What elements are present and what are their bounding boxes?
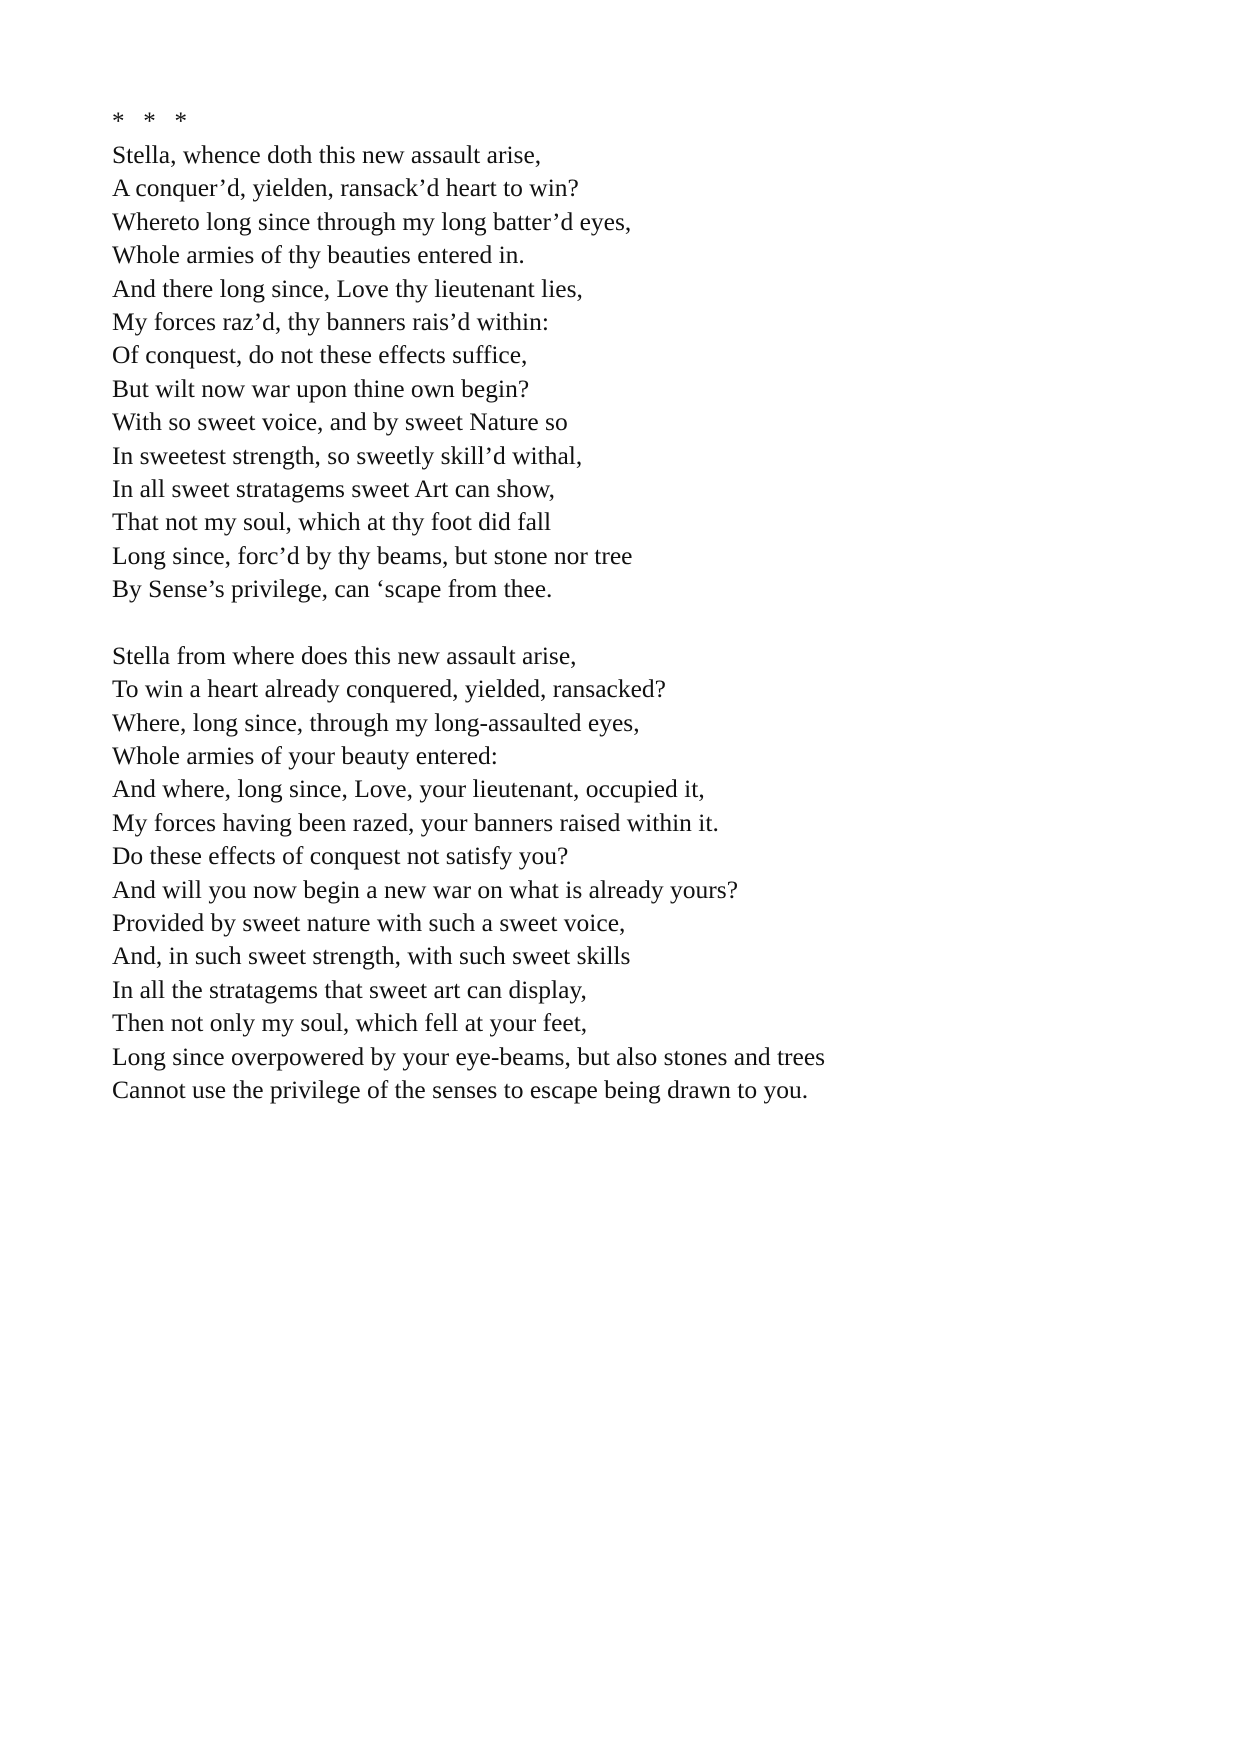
original-line-8: But wilt now war upon thine own begin? — [112, 373, 530, 403]
modern-line-9: Provided by sweet nature with such a sweet voice, — [112, 907, 626, 937]
document-page — [112, 108, 1212, 1106]
modern-line-1: Stella from where does this new assault arise, — [112, 640, 577, 670]
original-line-12: That not my soul, which at thy foot did fall — [112, 507, 552, 537]
modern-line-13: Long since overpowered by your eye-beams, but also stones and trees — [112, 1041, 826, 1071]
modern-line-4: Whole armies of your beauty entered: — [112, 740, 498, 770]
original-line-7: Of conquest, do not these effects suffice, — [112, 340, 528, 370]
original-line-9: With so sweet voice, and by sweet Nature so — [112, 407, 568, 437]
original-line-11: In all sweet stratagems sweet Art can show, — [112, 474, 556, 504]
modern-line-11: In all the stratagems that sweet art can display, — [112, 974, 587, 1004]
modern-line-12: Then not only my soul, which fell at your feet, — [112, 1008, 588, 1038]
original-line-2: A conquer’d, yielden, ransack’d heart to win? — [112, 173, 579, 203]
original-line-3: Whereto long since through my long batter’d eyes, — [112, 206, 632, 236]
modern-line-14: Cannot use the privilege of the senses to escape being drawn to you. — [112, 1074, 809, 1104]
original-line-4: Whole armies of thy beauties entered in. — [112, 240, 525, 270]
modern-line-7: Do these effects of conquest not satisfy you? — [112, 841, 569, 871]
modern-line-6: My forces having been razed, your banners raised within it. — [112, 807, 719, 837]
section-separator: * * * — [112, 108, 187, 135]
modern-line-8: And will you now begin a new war on what is already yours? — [112, 874, 739, 904]
original-line-1: Stella, whence doth this new assault arise, — [112, 140, 542, 169]
original-sonnet — [112, 138, 1212, 606]
original-line-5: And there long since, Love thy lieutenant lies, — [112, 273, 583, 303]
modern-line-3: Where, long since, through my long-assaulted eyes, — [112, 707, 640, 737]
original-line-6: My forces raz’d, thy banners rais’d within: — [112, 307, 549, 337]
modern-line-10: And, in such sweet strength, with such sweet skills — [112, 941, 631, 971]
original-line-10: In sweetest strength, so sweetly skill’d withal, — [112, 440, 583, 470]
modern-line-2: To win a heart already conquered, yielded, ransacked? — [112, 674, 666, 704]
original-line-14: By Sense’s privilege, can ‘scape from thee. — [112, 574, 553, 604]
modern-line-5: And where, long since, Love, your lieutenant, occupied it, — [112, 774, 705, 804]
modern-paraphrase — [112, 639, 1212, 1107]
original-line-13: Long since, forc’d by thy beams, but stone nor tree — [112, 540, 633, 570]
